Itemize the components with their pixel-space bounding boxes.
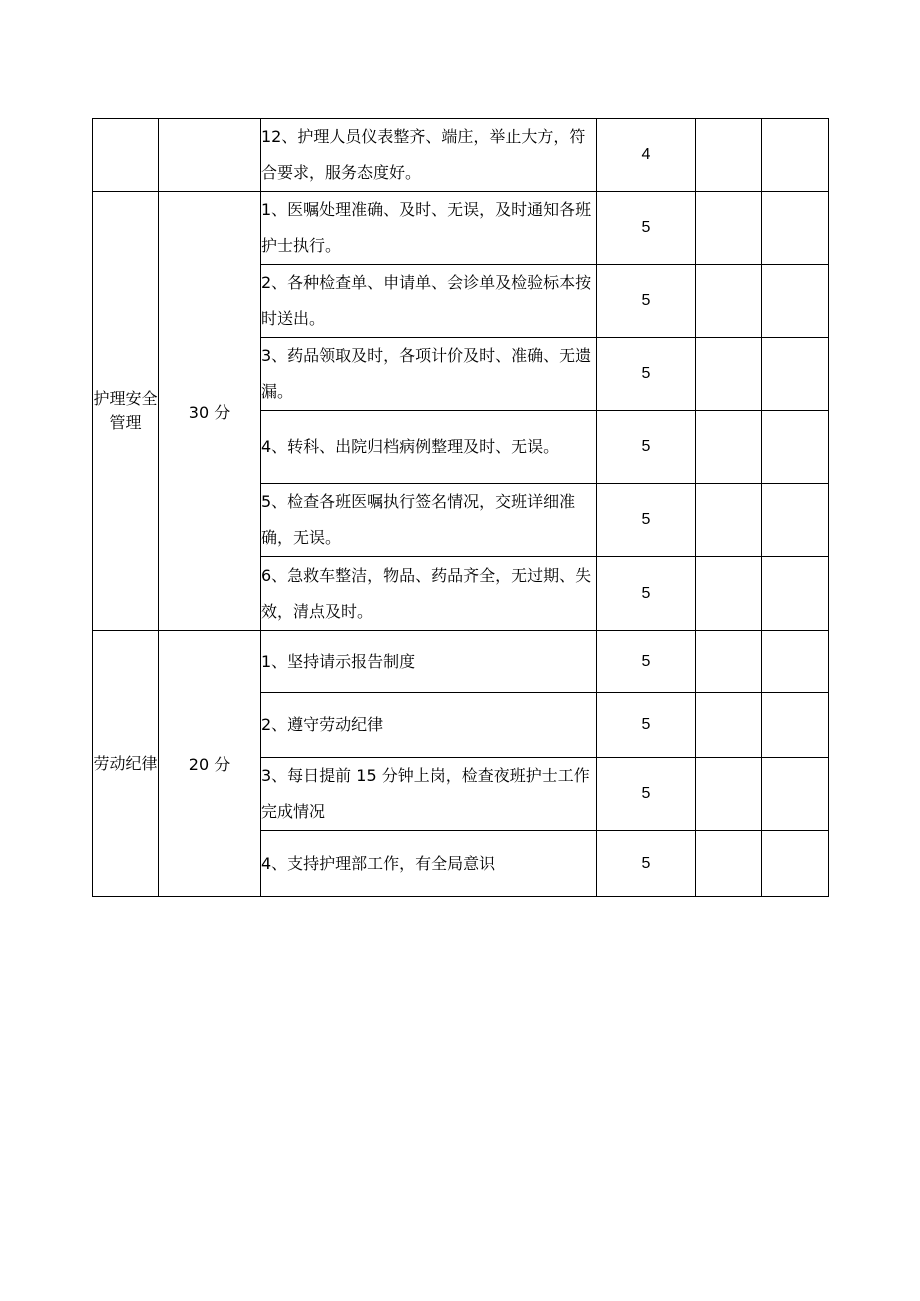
scoring-table <box>92 118 829 897</box>
blank-cell <box>696 557 762 631</box>
score-cell: 5 <box>597 338 696 411</box>
item-cell: 1、坚持请示报告制度 <box>261 631 597 693</box>
item-cell: 2、各种检查单、申请单、会诊单及检验标本按时送出。 <box>261 265 597 338</box>
blank-cell <box>696 265 762 338</box>
category-cell: 护理安全管理 <box>93 192 159 631</box>
blank-cell <box>762 192 829 265</box>
score-cell: 5 <box>597 265 696 338</box>
points-cell <box>159 119 261 192</box>
blank-cell <box>762 338 829 411</box>
blank-cell <box>696 119 762 192</box>
item-cell: 4、转科、出院归档病例整理及时、无误。 <box>261 411 597 484</box>
score-cell: 5 <box>597 693 696 758</box>
table-row <box>93 119 829 192</box>
blank-cell <box>762 831 829 897</box>
blank-cell <box>762 693 829 758</box>
blank-cell <box>696 411 762 484</box>
item-cell: 5、检查各班医嘱执行签名情况，交班详细准确，无误。 <box>261 484 597 557</box>
score-cell: 5 <box>597 192 696 265</box>
score-cell: 4 <box>597 119 696 192</box>
blank-cell <box>762 484 829 557</box>
category-cell <box>93 119 159 192</box>
blank-cell <box>696 758 762 831</box>
item-cell: 12、护理人员仪表整齐、端庄，举止大方，符合要求，服务态度好。 <box>261 119 597 192</box>
points-cell: 30 分 <box>159 192 261 631</box>
table-row <box>93 631 829 693</box>
item-cell: 3、药品领取及时，各项计价及时、准确、无遗漏。 <box>261 338 597 411</box>
score-cell: 5 <box>597 758 696 831</box>
item-cell: 2、遵守劳动纪律 <box>261 693 597 758</box>
item-cell: 3、每日提前 15 分钟上岗，检查夜班护士工作完成情况 <box>261 758 597 831</box>
item-cell: 1、医嘱处理准确、及时、无误，及时通知各班护士执行。 <box>261 192 597 265</box>
blank-cell <box>696 192 762 265</box>
blank-cell <box>762 265 829 338</box>
score-cell: 5 <box>597 557 696 631</box>
category-cell: 劳动纪律 <box>93 631 159 897</box>
blank-cell <box>762 758 829 831</box>
score-cell: 5 <box>597 631 696 693</box>
blank-cell <box>696 693 762 758</box>
score-cell: 5 <box>597 484 696 557</box>
blank-cell <box>696 631 762 693</box>
blank-cell <box>762 631 829 693</box>
blank-cell <box>762 411 829 484</box>
blank-cell <box>696 831 762 897</box>
blank-cell <box>762 557 829 631</box>
item-cell: 4、支持护理部工作，有全局意识 <box>261 831 597 897</box>
blank-cell <box>696 338 762 411</box>
table-row <box>93 192 829 265</box>
blank-cell <box>762 119 829 192</box>
points-cell: 20 分 <box>159 631 261 897</box>
blank-cell <box>696 484 762 557</box>
item-cell: 6、急救车整洁，物品、药品齐全，无过期、失效，清点及时。 <box>261 557 597 631</box>
score-cell: 5 <box>597 831 696 897</box>
score-cell: 5 <box>597 411 696 484</box>
